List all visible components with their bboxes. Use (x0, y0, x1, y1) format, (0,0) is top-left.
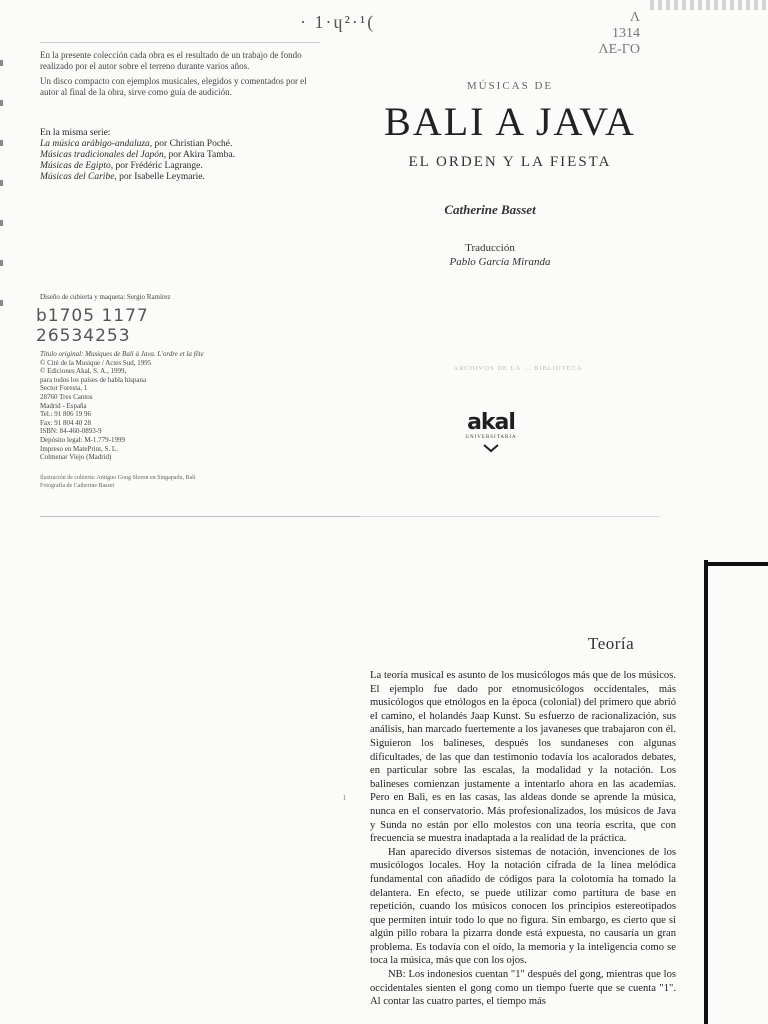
body-paragraph-1: La teoría musical es asunto de los musicólogos más que de los músicos. El ejemplo fue dado por etnomusicólogos occidentales, más musicólogos que etnólogos en la época (colonial) del primero que abrió el camino, el holandés Jaap Kunst. Su esfuerzo de racionalización, sus análisis, han marcado fuertemente a los javaneses que trabajaron con él. Siguieron los balineses, después los sundaneses con algunas dificultades, de las que dan testimonio todavía los acalorados debates, en particular sobre las escalas, la modalidad y la notación. Los balineses comienzan justamente a intentarlo ahora en las academias. Pero en Bali, es en las casas, las aldeas donde se aprende la música, nunca en el conservatorio. Más profesionalizados, los músicos de Java y Sunda no están por ello molestos con una teoría escrita, que con frecuencia se muestra inadaptada a la realidad de la práctica. (370, 670, 676, 845)
imprint-block (40, 350, 280, 462)
publisher-logo (462, 410, 520, 458)
cover-credit (40, 475, 280, 490)
series-author: , por Isabelle Leymarie. (114, 172, 205, 182)
bottom-rule-left (40, 516, 360, 517)
book-subtitle: EL ORDEN Y LA FIESTA (408, 154, 612, 170)
intro-paragraph-1: En la presente colección cada obra es el resultado de un trabajo de fondo realizado por el autor sobre el terreno durante varios años. (40, 50, 302, 71)
logo-wave-icon (462, 443, 520, 453)
translator-name: Pablo García Miranda (449, 256, 551, 268)
imprint-line: Colmenar Viejo (Madrid) (40, 453, 112, 462)
handwritten-line-1: b1705 1177 (36, 306, 149, 326)
binding-marks (0, 60, 3, 310)
handwritten-line-2: 26534253 (36, 326, 131, 346)
imprint-line: Impreso en MatePrint, S. L. (40, 444, 118, 453)
scan-edge-dots (650, 0, 768, 10)
imprint-line: 28760 Tres Cantos (40, 392, 93, 401)
series-item (40, 161, 300, 172)
imprint-line: Fax: 91 804 40 28 (40, 418, 91, 427)
page-corner-top (704, 562, 768, 566)
cover-credit-line: Fotografía de Catherine Basset (40, 482, 115, 489)
imprint-line: Madrid - España (40, 401, 87, 410)
handwritten-mark-top: · 1·ɥ²·¹( (300, 12, 376, 32)
chapter-heading: Teoría (588, 634, 635, 653)
series-heading: En la misma serie: (40, 128, 111, 138)
book-title: BALI A JAVA (384, 99, 636, 144)
top-rule (40, 42, 320, 43)
publisher-subline: UNIVERSITARIA (465, 435, 517, 440)
book-author: Catherine Basset (444, 202, 536, 217)
cover-credit-line: Ilustración de cubierta: Antiguo Gong Sloron en Singapadu, Bali (40, 475, 196, 481)
collection-intro (40, 50, 310, 102)
imprint-line: Depósito legal: M-1.779-1999 (40, 435, 125, 444)
handwritten-call-numbers (36, 306, 149, 346)
series-title: Músicas del Caribe (40, 172, 115, 182)
series-author: , por Frédéric Lagrange. (110, 161, 203, 171)
series-label: MÚSICAS DE (466, 80, 554, 92)
imprint-isbn: ISBN: 84-460-0893-9 (40, 427, 102, 436)
series-author: , por Akira Tamba. (163, 150, 235, 160)
imprint-line: © Ediciones Akal, S. A., 1999, (40, 367, 127, 376)
chapter-body (370, 669, 676, 1009)
imprint-line: Sector Foresta, 1 (40, 384, 88, 393)
bottom-rule-right (360, 516, 660, 517)
intro-paragraph-2: Un disco compacto con ejemplos musicales, elegidos y comentados por el autor al final de la obra, sirve como guía de audición. (40, 76, 307, 97)
series-item (40, 139, 300, 150)
body-paragraph-2: Han aparecido diversos sistemas de notación, invenciones de los musicólogos locales. Hoy la notación cifrada de la línea melódica fundamental con añadido de códigos para la colotomía ha tomado la delantera. En efecto, se puede utilizar como partitura de base en repetición, cuando los músicos conocen los principios estereotipados que permiten intuir todo lo que no figura. Sin embargo, es cierto que si algún pillo robara la pizarra donde está expuesta, no causaría un gran problema. Es todavía con el oído, la memoria y la inteligencia como se toca la música, más que con los ojos. (370, 846, 676, 967)
series-item (40, 172, 300, 183)
page-corner-edge (704, 560, 708, 1024)
akal-logo-icon: akal (467, 410, 515, 435)
library-stamp: ARCHIVOS DE LA ... BIBLIOTECA (453, 365, 583, 372)
series-author: , por Christian Poché. (149, 139, 233, 149)
imprint-line: © Cité de la Musique / Actes Sud, 1995 (40, 358, 152, 367)
design-credit: Diseño de cubierta y maqueta: Sergio Ramírez (40, 293, 171, 301)
handwritten-shelfmark: Λ 1314 ΛΕ-ΓΟ (598, 10, 640, 57)
body-paragraph-3: NB: Los indonesios cuentan "1" después del gong, mientras que los occidentales sienten el gong como un tiempo fuerte que se cuenta "1". Al contar las cuatro partes, el tiempo más (370, 969, 676, 1008)
series-title: Músicas de Egipto (40, 161, 111, 171)
series-title: La música arábigo-andaluza (40, 139, 150, 149)
margin-mark: ı (343, 792, 346, 803)
imprint-original-title: Título original: Musiques de Bali à Java. L'ordre et la fête (40, 350, 204, 358)
series-item (40, 150, 300, 161)
series-list (40, 128, 300, 183)
translation-label: Traducción (465, 242, 515, 254)
series-title: Músicas tradicionales del Japón (40, 150, 164, 160)
imprint-line: Tel.: 91 806 19 96 (40, 410, 92, 419)
imprint-line: para todos los países de habla hispana (40, 375, 147, 384)
